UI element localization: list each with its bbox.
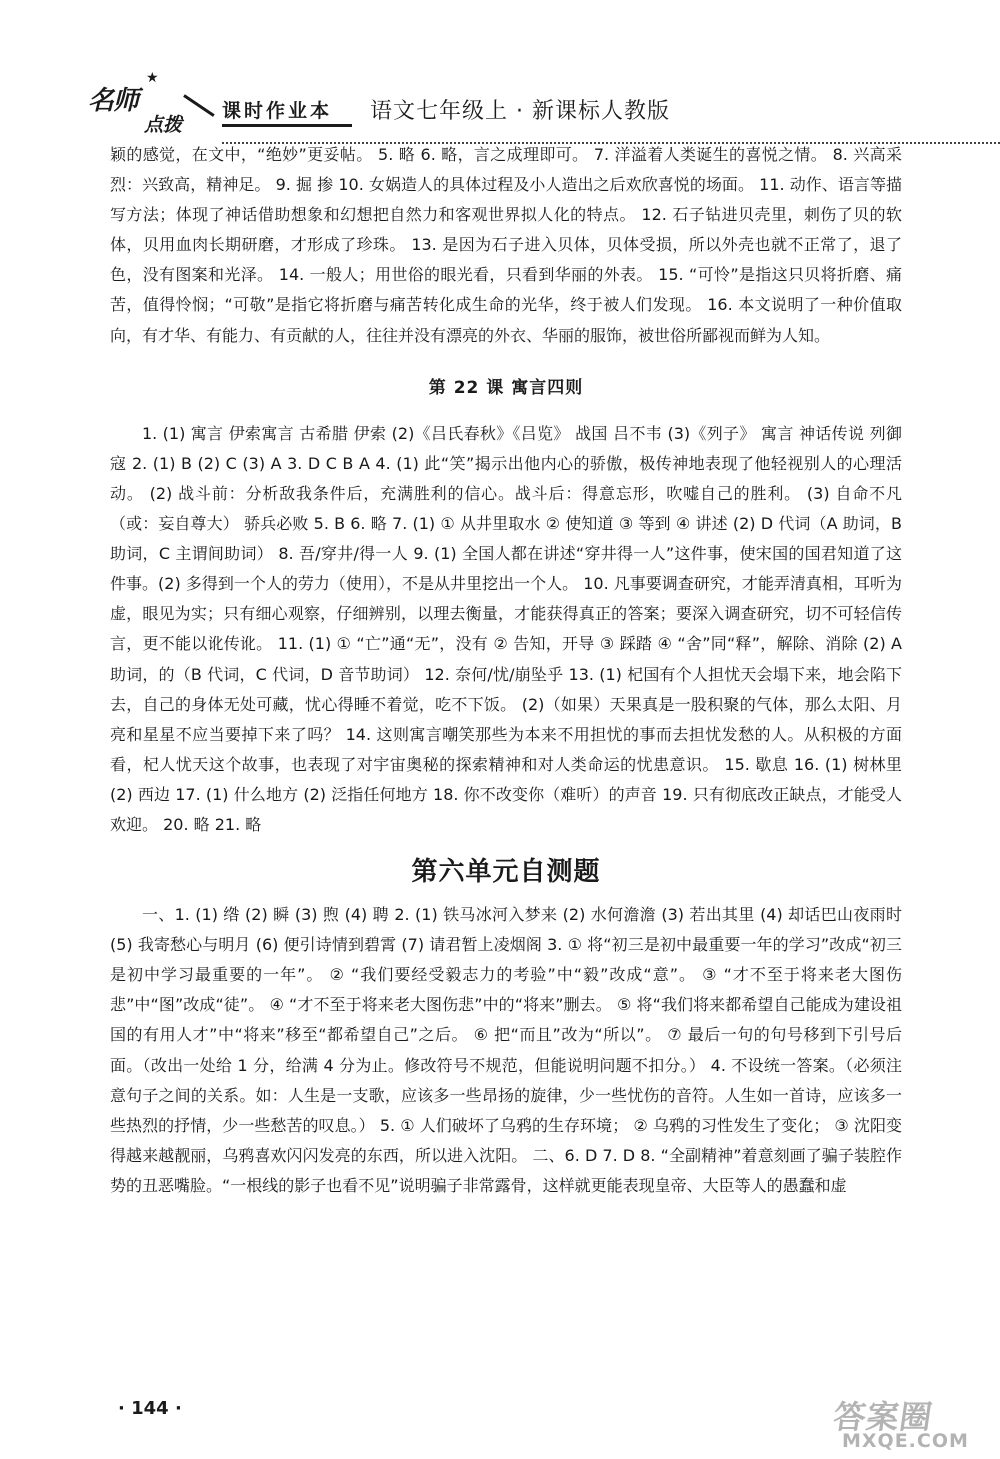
answers-lesson-22: 1. (1) 寓言 伊索寓言 古希腊 伊索 (2)《吕氏春秋》《吕览》 战国 吕不韦 (3)《列子》 寓言 神话传说 列御寇 2. (1) B (2) C (3) A 3. D C B A 4. (1) 此“笑”揭示出他内心的骄傲，极传神地表现了他轻视别人的心理活动。 (2) 战斗前：分析敌我条件后，充满胜利的信心。战斗后：得意忘形，吹嘘自己的胜利。 (3) 自命不凡（或：妄自尊大） 骄兵必败 5. B 6. 略 7. (1) ① 从井里取水 ② 使知道 ③ 等到 ④ 讲述 (2) D 代词（A 助词，B 助词，C 主谓间助词） 8. 吾/穿井/得一人 9. (1) 全国人都在讲述“穿井得一人”这件事，使宋国的国君知道了这件事。(2) 多得到一个人的劳力（使用），不是从井里挖出一个人。 10. 凡事要调查研究，才能弄清真相，耳听为虚，眼见为实；只有细心观察，仔细辨别，以理去衡量，才能获得真正的答案；要深入调查研究，切不可轻信传言，更不能以讹传讹。 11. (1) ① “亡”通“无”，没有 ② 告知，开导 ③ 踩踏 ④ “舍”同“释”，解除、消除 (2) A 助词，的（B 代词，C 代词，D 音节助词） 12. 奈何/忧/崩坠乎 13. (1) 杞国有个人担忧天会塌下来，地会陷下去，自己的身体无处可藏，忧心得睡不着觉，吃不下饭。 (2)（如果）天果真是一股积聚的气体，那么太阳、月亮和星星不应当要掉下来了吗？ 14. 这则寓言嘲笑那些为本来不用担忧的事而去担忧发愁的人。从积极的方面看，杞人忧天这个故事，也表现了对宇宙奥秘的探索精神和对人类命运的忧患意识。 15. 歇息 16. (1) 树林里 (2) 西边 17. (1) 什么地方 (2) 泛指任何地方 18. 你不改变你（难听）的声音 19. 只有彻底改正缺点，才能受人欢迎。 20. 略 21. 略 — [110, 423, 902, 834]
logo-sub-text: 点拨 — [144, 114, 183, 136]
logo-main-text: 名师 — [88, 86, 139, 116]
unit-6-test-title: 第六单元自测题 — [411, 857, 601, 888]
series-underline — [222, 124, 352, 127]
answer-content — [110, 140, 902, 1201]
watermark-en: MXQE.COM — [842, 1430, 969, 1452]
answers-previous-lesson: 颖的感觉，在文中，“绝妙”更妥帖。 5. 略 6. 略，言之成理即可。 7. 洋溢着人类诞生的喜悦之情。 8. 兴高采烈：兴致高，精神足。 9. 掘 掺 10. 女娲造人的具体过程及小人造出之后欢欣喜悦的场面。 11. 动作、语言等描写方法；体现了神话借助想象和幻想把自然力和客观世界拟人化的特点。 12. 石子钻进贝壳里，刺伤了贝的软体，贝用血肉长期研磨，才形成了珍珠。 13. 是因为石子进入贝体，贝体受损，所以外壳也就不正常了，退了色，没有图案和光泽。 14. 一般人；用世俗的眼光看，只看到华丽的外表。 15. “可怜”是指这只贝将折磨、痛苦，值得怜悯；“可敬”是指它将折磨与痛苦转化成生命的光华，终于被人们发现。 16. 本文说明了一种价值取向，有才华、有能力、有贡献的人，往往并没有漂亮的外衣、华丽的服饰，被世俗所鄙视而鲜为人知。 — [110, 145, 902, 345]
watermark-cn: 答案圈 — [831, 1398, 936, 1436]
page-number: · 144 · — [118, 1398, 182, 1419]
watermark — [830, 1398, 980, 1456]
series-title: 课时作业本 — [222, 100, 333, 122]
star-icon: ★ — [146, 70, 159, 86]
logo-slash-decoration — [183, 94, 215, 117]
answers-unit-6-test: 一、1. (1) 绺 (2) 瞬 (3) 煦 (4) 聘 2. (1) 铁马冰河入梦来 (2) 水何澹澹 (3) 若出其里 (4) 却话巴山夜雨时 (5) 我寄愁心与明月 (6) 便引诗情到碧霄 (7) 请君暂上凌烟阁 3. ① 将“初三是初中最重要一年的学习”改成“初三是初中学习最重要的一年”。 ② “我们要经受毅志力的考验”中“毅”改成“意”。 ③ “才不至于将来老大图伤悲”中“图”改成“徒”。 ④ “才不至于将来老大图伤悲”中的“将来”删去。 ⑤ 将“我们将来都希望自己能成为建设祖国的有用人才”中“将来”移至“都希望自己”之后。 ⑥ 把“而且”改为“所以”。 ⑦ 最后一句的句号移到下引号后面。（改出一处给 1 分，给满 4 分为止。修改符号不规范，但能说明问题不扣分。） 4. 不设统一答案。（必须注意句子之间的关系。如：人生是一支歌，应该多一些昂扬的旋律，少一些忧伤的音符。人生如一首诗，应该多一些热烈的抒情，少一些愁苦的叹息。） 5. ① 人们破坏了乌鸦的生存环境； ② 乌鸦的习性发生了变化； ③ 沈阳变得越来越靓丽，乌鸦喜欢闪闪发亮的东西，所以进入沈阳。 二、6. D 7. D 8. “全副精神”着意刻画了骗子装腔作势的丑恶嘴脸。“一根线的影子也看不见”说明骗子非常露骨，这样就更能表现皇帝、大臣等人的愚蠢和虚 — [110, 905, 902, 1195]
book-title: 语文七年级上 · 新课标人教版 — [370, 99, 670, 124]
lesson-22-title: 第 22 课 寓言四则 — [428, 377, 584, 398]
